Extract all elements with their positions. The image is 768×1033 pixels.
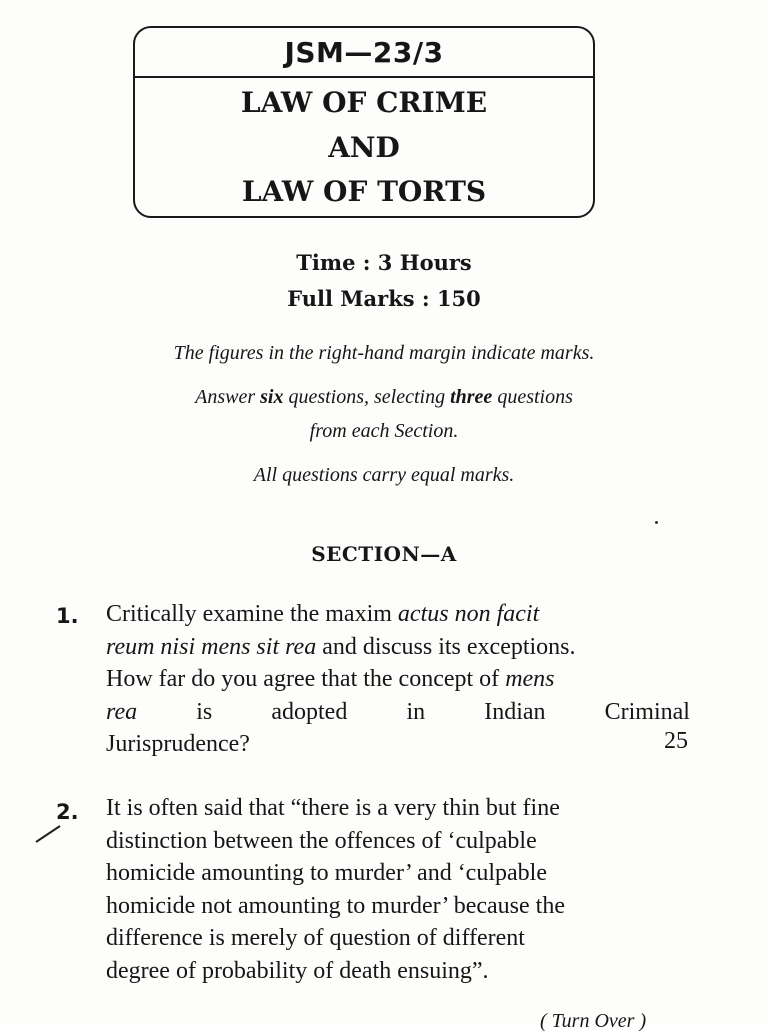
paper-title-line-2: AND	[328, 131, 400, 164]
title-box	[133, 26, 595, 218]
question-number: 2.	[56, 800, 79, 824]
section-heading: SECTION—A	[311, 542, 457, 566]
question-text: It is often said that “there is a very thin but fine distinction between the offences of ‘culpable homicide amounting to murder’ and ‘culpable homicide not amounting to murder’ because the difference is merely of question of different degree of probability of death ensuing”.	[106, 795, 565, 984]
paper-title-line-1: LAW OF CRIME	[240, 86, 488, 119]
question-marks: 25	[664, 728, 688, 754]
instruction-marks-margin: The figures in the right-hand margin indicate marks.	[173, 342, 595, 364]
title-divider	[135, 76, 593, 78]
question-text: Critically examine the maxim actus non facit reum nisi mens sit rea and discuss its exceptions. How far do you agree that the concept of mens rea is adopted in Indian Criminal Jurisprudence?	[106, 601, 690, 757]
exam-time: Time : 3 Hours	[296, 250, 472, 275]
pen-tick-mark	[34, 822, 64, 844]
scan-speck	[655, 521, 658, 524]
instruction-answer: Answer six questions, selecting three questions from each Section.	[195, 386, 573, 442]
full-marks: Full Marks : 150	[287, 286, 481, 311]
turn-over-note: ( Turn Over )	[540, 1010, 647, 1032]
question-number: 1.	[56, 604, 79, 628]
paper-title-line-3: LAW OF TORTS	[241, 175, 487, 208]
paper-code: JSM—23/3	[284, 36, 444, 69]
instruction-equal-marks: All questions carry equal marks.	[253, 464, 515, 486]
